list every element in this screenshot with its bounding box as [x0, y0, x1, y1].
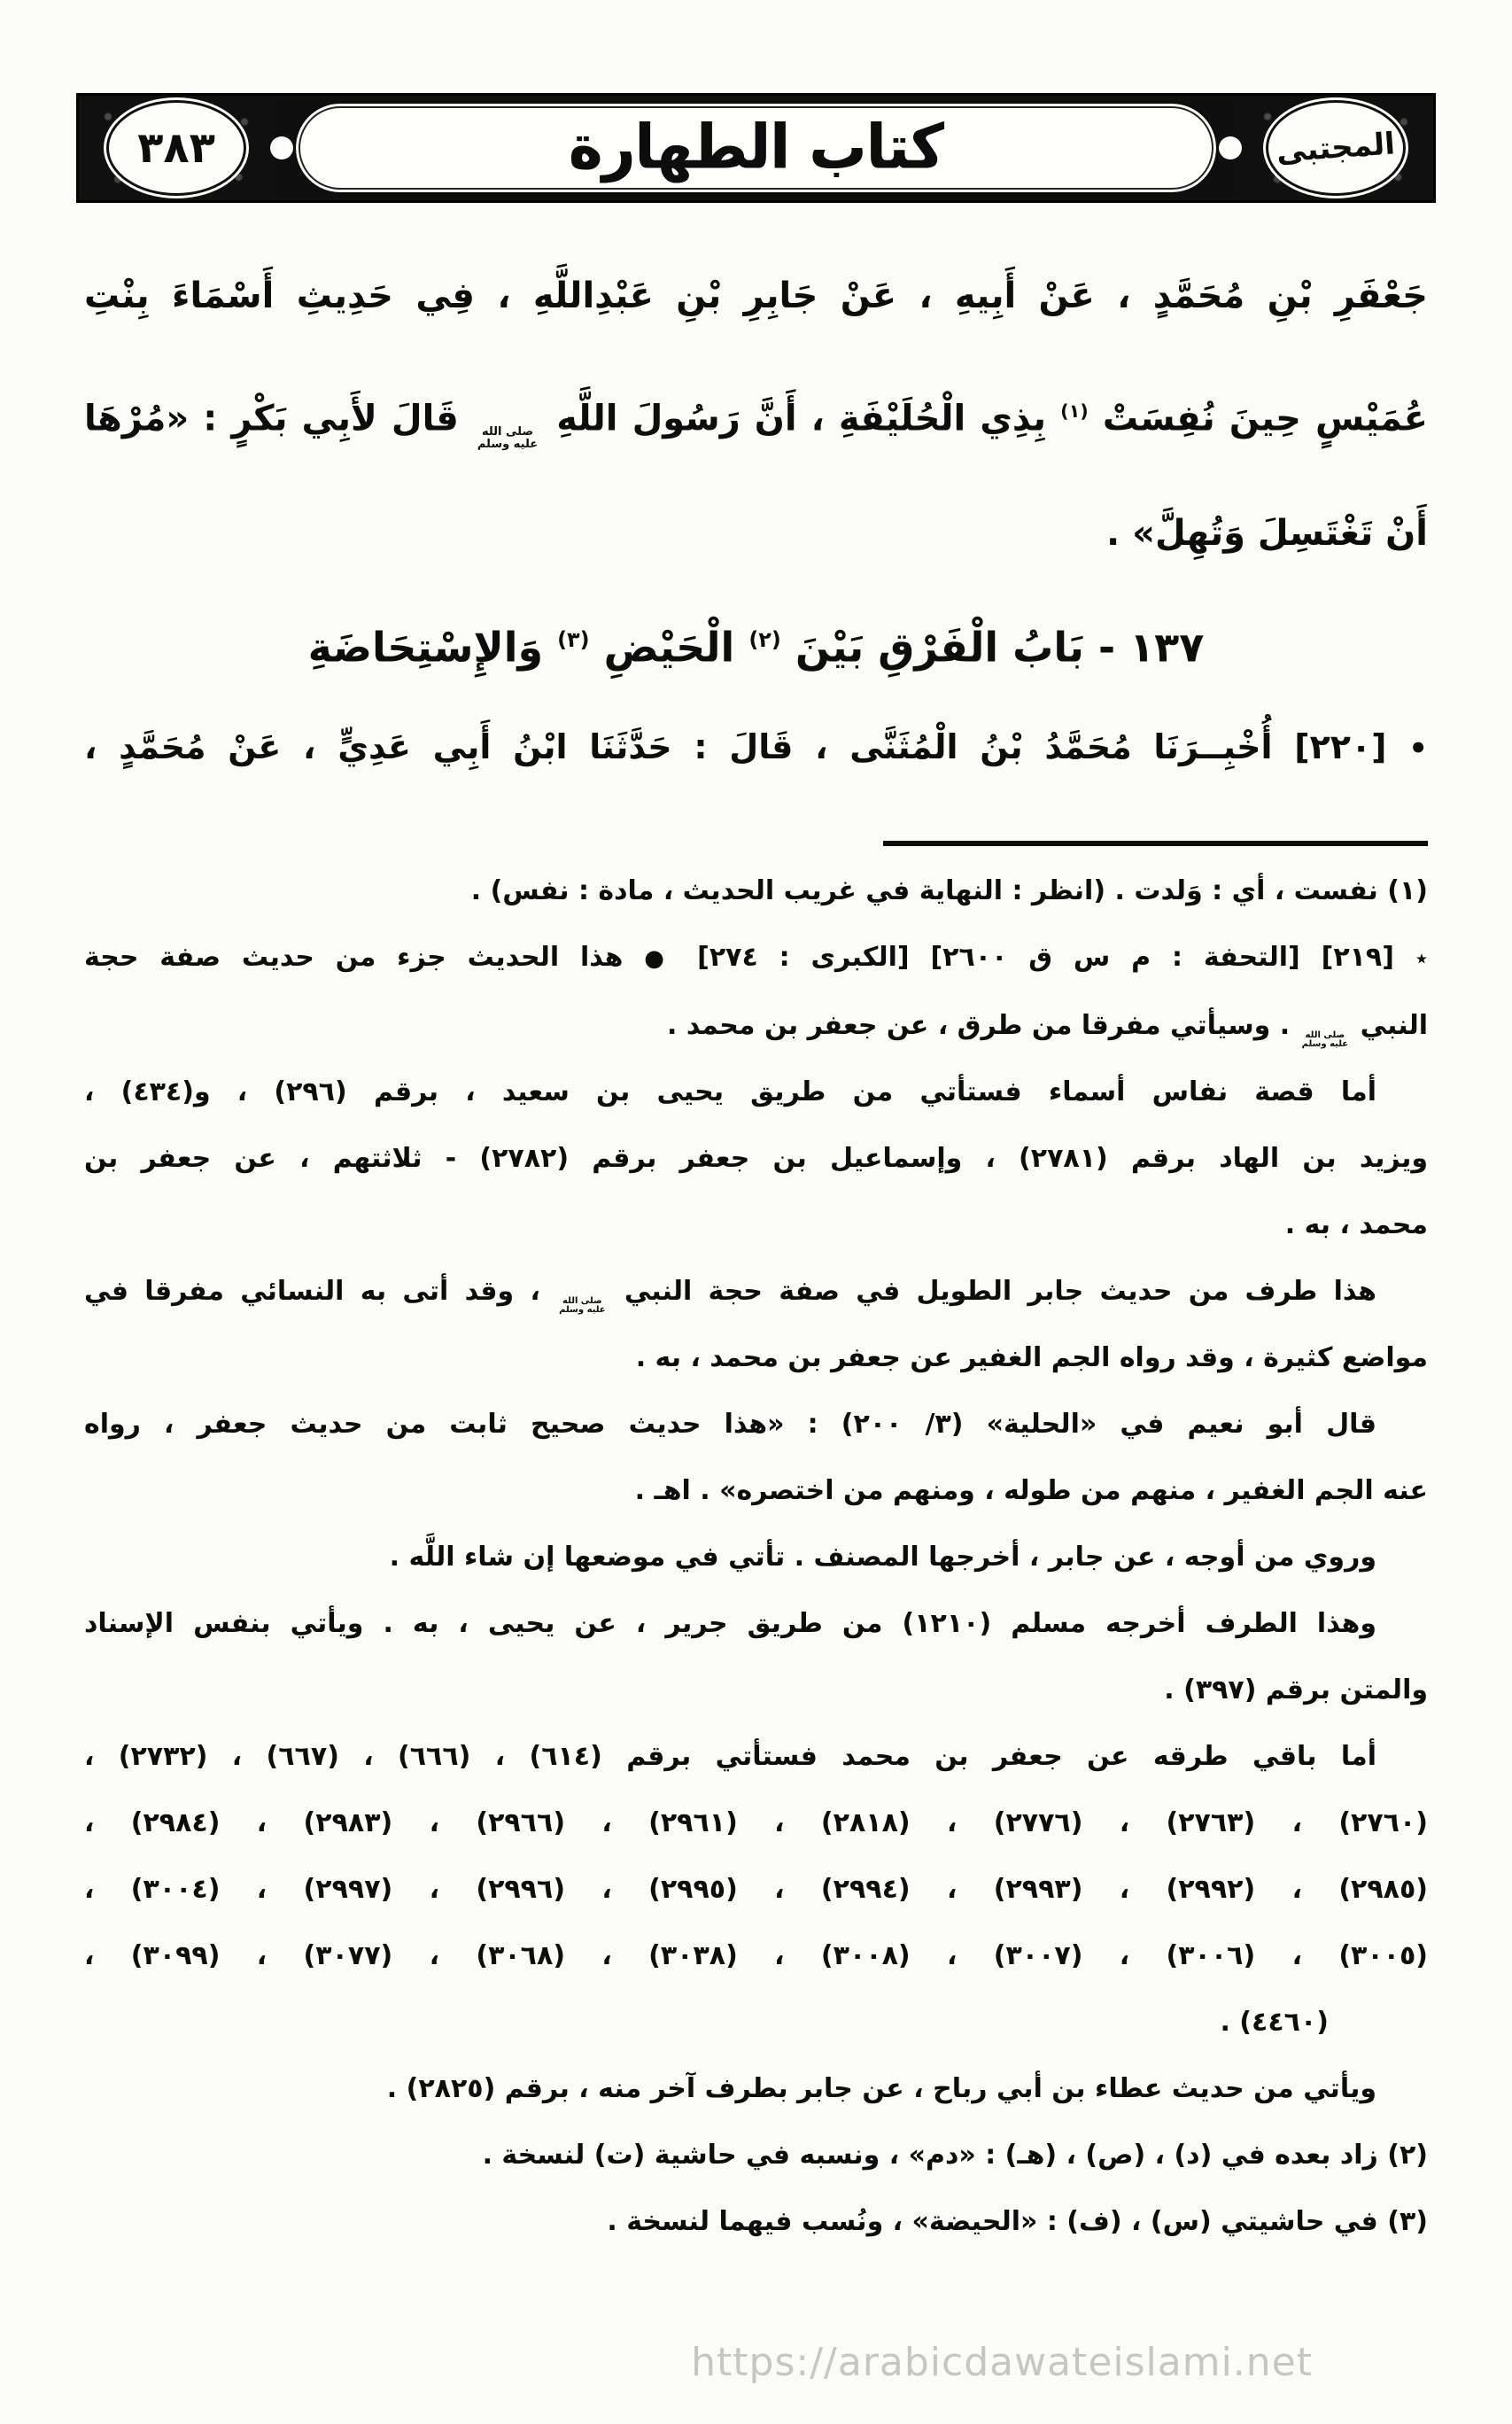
honorific-saw-mark — [559, 1297, 606, 1315]
footnote-2-text: (٢) زاد بعده في (د) ، (ص) ، (هـ) : «دم» ، ونسبه في حاشية (ت) لنسخة . — [482, 2139, 1428, 2171]
honorific-saw-mark — [477, 426, 538, 450]
footnote-text: ، وقد أتى به النسائي مفرقا في — [84, 1275, 540, 1307]
footnote-text: وهذا الطرف أخرجه مسلم (١٢١٠) من طريق جرير ، عن يحيى ، به . ويأتي بنفس الإسناد — [84, 1607, 1376, 1639]
matn-line-2-text-c: قَالَ لأَبِي بَكْرٍ : «مُرْهَا — [84, 398, 459, 439]
honorific-top: صلى الله — [481, 425, 534, 439]
footnote-line — [84, 1059, 1428, 1125]
footnote-text: (٢٩٨٥) ، (٢٩٩٢) ، (٢٩٩٣) ، (٢٩٩٤) ، (٢٩٩٥) ، (٢٩٩٦) ، (٢٩٩٧) ، (٣٠٠٤) ، — [84, 1873, 1429, 1905]
chapter-title-a: بَابُ الْفَرْقِ بَيْنَ — [795, 623, 1084, 672]
footnote-text: النبي — [1360, 1009, 1428, 1041]
footnote-ref-2: (٢) — [748, 627, 781, 653]
footnote-line — [84, 1524, 1428, 1590]
takhrij-tail: هذا الحديث جزء من حديث صفة حجة — [84, 941, 624, 973]
kitab-title-frame — [293, 101, 1219, 195]
footnote-line — [84, 1125, 1428, 1192]
footnote-text: محمد ، به . — [1284, 1208, 1428, 1240]
footnote-line — [84, 1590, 1428, 1657]
footnote-ref-3: (٣) — [557, 627, 590, 653]
page-number: ٣٨٣ — [137, 123, 215, 173]
footnote-line — [84, 992, 1428, 1059]
footnote-text: مواضع كثيرة ، وقد رواه الجم الغفير عن جعفر بن محمد ، به . — [635, 1341, 1428, 1373]
hadith-220-text: [٢٢٠] أُخْبِــرَنَا مُحَمَّدُ بْنُ الْمُثَنَّى ، قَالَ : حَدَّثَنَا ابْنُ أَبِي عَدِيٍّ ، عَنْ مُحَمَّدٍ ، — [84, 726, 1387, 766]
page-number-ornament-box — [79, 96, 274, 200]
footnote-text: والمتن برقم (٣٩٧) . — [1164, 1674, 1428, 1705]
kitab-title: كتاب الطهارة — [568, 113, 944, 183]
footnote-text: أما باقي طرقه عن جعفر بن محمد فستأتي برقم (٦١٤) ، (٦٦٦) ، (٦٦٧) ، (٢٧٣٢) ، — [84, 1740, 1376, 1772]
matn-line-2-text-a: عُمَيْسٍ حِينَ نُفِسَتْ — [1102, 398, 1428, 439]
footnote-1 — [84, 858, 1428, 924]
hadith-bullet-icon: • — [1408, 730, 1428, 766]
footnote-text: (٣٠٠٥) ، (٣٠٠٦) ، (٣٠٠٧) ، (٣٠٠٨) ، (٣٠٣٨) ، (٣٠٦٨) ، (٣٠٧٧) ، (٣٠٩٩) ، — [84, 1939, 1429, 1971]
hadith-220-line — [84, 696, 1428, 800]
matn-line-2-text-b: بِذِي الْحُلَيْفَةِ ، أَنَّ رَسُولَ اللَّهِ — [556, 398, 1047, 439]
footnote-line — [84, 2055, 1428, 2122]
footnote-line — [84, 1192, 1428, 1258]
footnote-line — [84, 1856, 1428, 1923]
footnote-line — [84, 1657, 1428, 1723]
matn-text — [84, 238, 1428, 591]
page-header-ornament — [76, 93, 1436, 203]
honorific-saw-mark — [1302, 1031, 1349, 1049]
book-title: المجتبى — [1275, 126, 1397, 170]
footnotes-block — [84, 858, 1428, 2255]
book-page — [0, 93, 1512, 2255]
honorific-top: صلى الله — [1305, 1029, 1345, 1040]
footnote-text: وروي من أوجه ، عن جابر ، أخرجها المصنف . تأتي في موضعها إن شاء اللَّه . — [389, 1541, 1376, 1573]
footnote-3-text: (٣) في حاشيتي (س) ، (ف) : «الحيضة» ، ونُسب فيهما لنسخة . — [607, 2205, 1428, 2237]
footnote-text: ويأتي من حديث عطاء بن أبي رباح ، عن جابر بطرف آخر منه ، برقم (٢٨٢٥) . — [386, 2072, 1376, 2104]
chapter-title-c: وَالإِسْتِحَاضَةِ — [307, 623, 544, 672]
footnote-line — [84, 1457, 1428, 1524]
footnote-line — [84, 1258, 1428, 1325]
ornament-joint-dot — [274, 96, 290, 200]
footnote-text: هذا طرف من حديث جابر الطويل في صفة حجة النبي — [624, 1275, 1376, 1307]
footnote-text: (٤٤٦٠) . — [1220, 2006, 1329, 2038]
ornament-joint-dot — [1222, 96, 1238, 200]
watermark-url: https://arabicdawateislami.net — [691, 2340, 1313, 2385]
footnote-3 — [84, 2188, 1428, 2255]
honorific-top: صلى الله — [562, 1295, 602, 1306]
footnote-line — [84, 1923, 1428, 1989]
footnote-line — [84, 1325, 1428, 1391]
book-title-ornament-box — [1238, 96, 1433, 200]
honorific-bottom: عليه وسلم — [477, 437, 539, 451]
footnote-separator-wrap — [84, 841, 1428, 846]
page-number-medallion — [109, 103, 244, 193]
star-marker-icon: ٭ — [1415, 944, 1428, 972]
kitab-title-panel — [290, 96, 1222, 200]
footnote-line — [84, 1790, 1428, 1856]
honorific-bottom: عليه وسلم — [559, 1304, 606, 1315]
footnote-text: قال أبو نعيم في «الحلية» (٣/ ٢٠٠) : «هذا حديث صحيح ثابت من حديث جعفر ، رواه — [84, 1408, 1377, 1440]
chapter-title-b: الْحَيْضِ — [603, 623, 735, 672]
footnote-text: ويزيد بن الهاد برقم (٢٧٨١) ، وإسماعيل بن جعفر برقم (٢٧٨٢) - ثلاثتهم ، عن جعفر بن — [84, 1142, 1428, 1174]
footnote-line — [84, 1989, 1428, 2055]
footnote-text: (٢٧٦٠) ، (٢٧٦٣) ، (٢٧٧٦) ، (٢٨١٨) ، (٢٩٦١) ، (٢٩٦٦) ، (٢٩٨٣) ، (٢٩٨٤) ، — [84, 1806, 1429, 1838]
honorific-bottom: عليه وسلم — [1301, 1038, 1349, 1049]
matn-line-1 — [84, 238, 1428, 354]
footnote-separator — [883, 841, 1428, 846]
matn-line-3-text: أَنْ تَغْتَسِلَ وَتُهِلَّ» . — [1106, 513, 1428, 555]
chapter-number: ١٣٧ - — [1097, 623, 1205, 672]
footnote-1-text: (١) نفست ، أي : وَلدت . (انظر : النهاية في غريب الحديث ، مادة : نفس) . — [470, 874, 1428, 906]
takhrij-line — [84, 924, 1428, 992]
matn-line-2 — [84, 354, 1428, 476]
takhrij-bullet-icon: ● — [644, 944, 677, 972]
footnote-text: عنه الجم الغفير ، منهم من طوله ، ومنهم من اختصره» . اهـ . — [634, 1474, 1428, 1506]
footnote-text: أما قصة نفاس أسماء فستأتي من طريق يحيى بن سعيد ، برقم (٢٩٦) ، و(٤٣٤) ، — [84, 1076, 1376, 1107]
book-title-medallion — [1268, 103, 1403, 193]
takhrij-refs: [٢١٩] [التحفة : م س ق ٢٦٠٠] [الكبرى : ٢٧٤] — [697, 941, 1394, 973]
footnote-2 — [84, 2122, 1428, 2188]
footnote-line — [84, 1391, 1428, 1457]
matn-line-1-text: جَعْفَرِ بْنِ مُحَمَّدٍ ، عَنْ أَبِيهِ ، عَنْ جَابِرِ بْنِ عَبْدِاللَّهِ ، فِي حَدِيثِ أَسْمَاءَ بِنْتِ — [84, 276, 1428, 316]
footnote-line — [84, 1723, 1428, 1790]
footnote-ref-1: (١) — [1060, 400, 1089, 422]
matn-line-3 — [84, 476, 1428, 591]
footnote-text: . وسيأتي مفرقا من طرق ، عن جعفر بن محمد . — [667, 1009, 1291, 1041]
chapter-heading — [84, 591, 1428, 695]
